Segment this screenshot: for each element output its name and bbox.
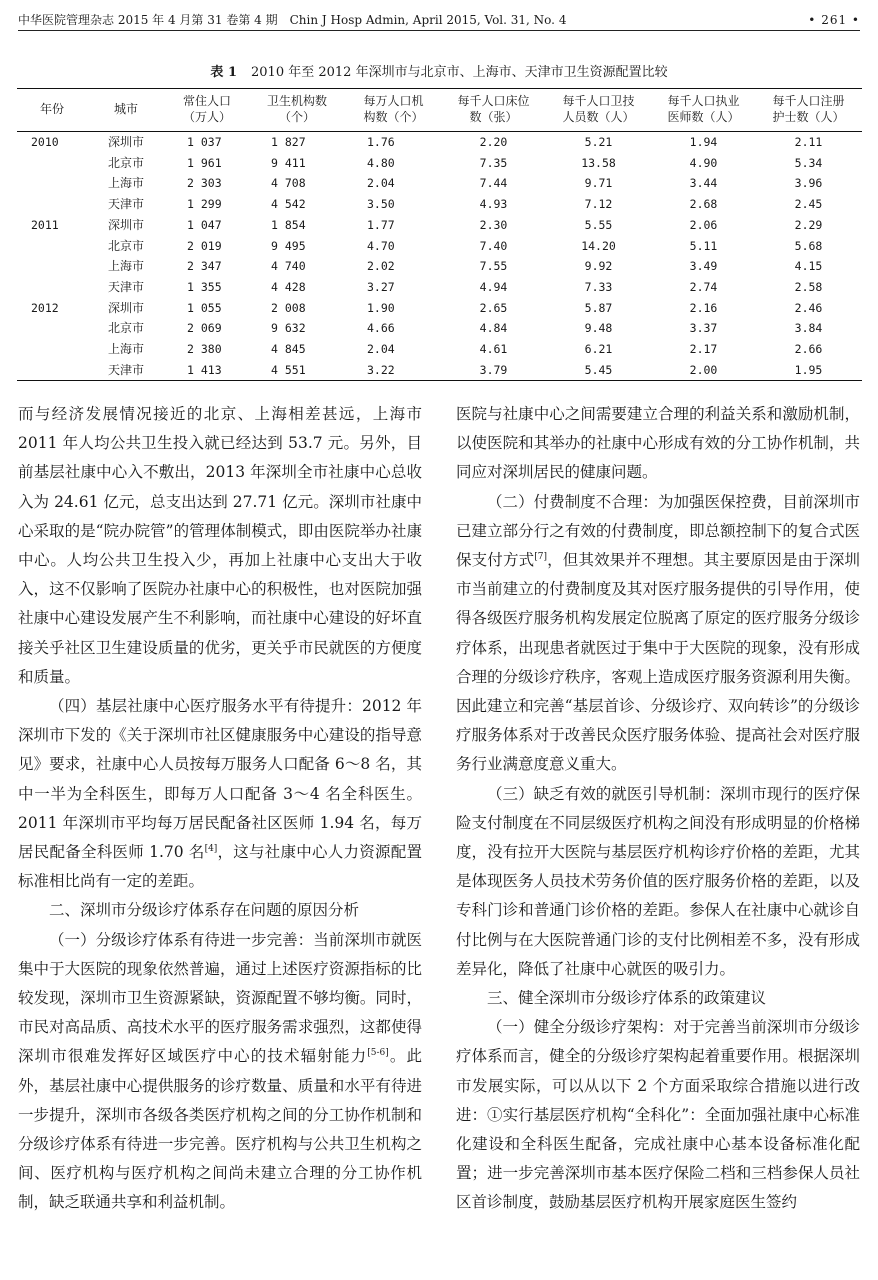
paragraph-text: 医院与社康中心之间需要建立合理的利益关系和激励机制，以使医院和其举办的社康中心形成有效的分工协作机制，共同应对深圳居民的健康问题。	[456, 405, 860, 482]
table-row	[17, 236, 862, 257]
column-header-line: 年份	[39, 102, 64, 116]
cell-nurses: 3.96	[794, 176, 823, 191]
column-header-line: 每千人口床位	[457, 94, 530, 108]
column-header	[17, 89, 87, 132]
cell-tech: 14.20	[581, 238, 616, 253]
paragraph-text: （三）缺乏有效的就医引导机制：深圳市现行的医疗保险支付制度在不同层级医疗机构之间没有形成明显的价格梯度，没有拉开大医院与基层医疗机构诊疗价格的差距，尤其是体现医务人员技术劳务价值的医疗服务价格的差距，以及专科门诊和普通门诊价格的差距。参保人在社康中心就诊自付比例与在大医院普通门诊的支付比例相差不多，没有形成差异化，降低了社康中心就医的吸引力。	[456, 784, 860, 978]
cell-tech: 7.33	[584, 279, 613, 294]
cell-year	[17, 173, 87, 194]
table-row	[17, 153, 862, 174]
cell-doctors: 1.94	[689, 135, 718, 149]
cell-year	[17, 256, 87, 277]
cell-inst_per10k: 3.22	[367, 362, 395, 377]
cell-beds: 4.61	[479, 342, 508, 357]
body-paragraph	[18, 400, 422, 692]
cell-doctors: 2.74	[689, 279, 718, 294]
body-paragraph	[456, 1013, 860, 1217]
cell-nurses: 5.68	[794, 238, 823, 253]
cell-nurses: 2.11	[794, 135, 823, 149]
cell-tech: 9.92	[584, 259, 613, 274]
cell-inst: 2 008	[271, 300, 306, 315]
cell-doctors: 2.00	[689, 362, 718, 377]
citation-ref: [5-6]	[367, 1048, 389, 1059]
cell-city: 天津市	[107, 279, 144, 294]
column-header	[545, 89, 652, 132]
cell-beds: 7.35	[479, 155, 508, 170]
cell-city: 天津市	[107, 197, 144, 212]
cell-beds: 3.79	[479, 362, 508, 377]
cell-nurses: 3.84	[794, 321, 823, 336]
section-heading	[18, 896, 422, 925]
cell-inst_per10k: 1.90	[367, 300, 395, 315]
column-header-line: 卫生机构数	[266, 94, 327, 108]
cell-beds: 7.55	[479, 259, 508, 274]
paragraph-text: （一）健全分级诊疗架构：对于完善当前深圳市分级诊疗体系而言，健全的分级诊疗架构起着重要作用。根据深圳市发展实际，可以从以下 2 个方面采取综合措施以进行改进：①实行基层医疗机构“全科化”：全面加强社康中心标准化建设和全科医生配备，完成社康中心基本设备标准化配置；进一步完善深圳市基本医疗保险二档和三档参保人员社区首诊制度，鼓励基层医疗机构开展家庭医生签约	[456, 1018, 860, 1212]
body-paragraph	[18, 926, 422, 1218]
cell-city: 北京市	[107, 155, 144, 170]
cell-city: 深圳市	[107, 217, 144, 232]
cell-year	[17, 194, 87, 215]
cell-inst_per10k: 2.02	[367, 259, 395, 274]
cell-tech: 5.21	[584, 135, 613, 149]
cell-year	[17, 153, 87, 174]
column-header-line: 每万人口机	[363, 94, 424, 108]
page-number: • 261 •	[808, 13, 860, 27]
column-header	[755, 89, 862, 132]
body-paragraph	[456, 780, 860, 984]
cell-doctors: 2.17	[689, 342, 718, 357]
column-header-line: 每千人口卫技	[562, 94, 635, 108]
cell-year: 2010	[31, 135, 59, 149]
cell-pop: 1 037	[187, 135, 222, 149]
cell-pop: 2 347	[187, 259, 222, 274]
table-row	[17, 132, 862, 153]
cell-city: 北京市	[107, 321, 144, 336]
cell-doctors: 5.11	[689, 238, 718, 253]
cell-inst: 4 551	[271, 362, 306, 377]
cell-beds: 4.94	[479, 279, 508, 294]
cell-pop: 1 299	[187, 197, 222, 212]
cell-doctors: 3.37	[689, 321, 718, 336]
paragraph-text: ，但其效果并不理想。其主要原因是由于深圳市当前建立的付费制度及其对医疗服务提供的引导作用，使得各级医疗服务机构发展定位脱离了原定的医疗服务分级诊疗体系，出现患者就医过于集中于大医院的现象，没有形成合理的分级诊疗秩序，客观上造成医疗服务资源利用失衡。因此建立和完善“基层首诊、分级诊疗、双向转诊”的分级诊疗服务体系对于改善民众医疗服务体验、提高社会对医疗服务行业满意度意义重大。	[456, 551, 860, 774]
cell-inst: 4 708	[271, 176, 306, 191]
column-header	[442, 89, 545, 132]
table-caption	[0, 64, 878, 82]
right-text-column	[456, 400, 860, 1218]
table-caption-text: 2010 年至 2012 年深圳市与北京市、上海市、天津市卫生资源配置比较	[251, 65, 668, 80]
cell-pop: 1 355	[187, 279, 222, 294]
cell-tech: 5.45	[584, 362, 613, 377]
cell-city: 深圳市	[107, 135, 144, 149]
cell-inst: 4 542	[271, 197, 306, 212]
column-header-line: 常住人口	[182, 94, 231, 108]
cell-nurses: 5.34	[794, 155, 823, 170]
table-number: 表 1	[210, 65, 237, 80]
cell-inst: 4 740	[271, 259, 306, 274]
cell-doctors: 4.90	[689, 155, 718, 170]
cell-year: 2011	[31, 217, 59, 232]
cell-doctors: 3.49	[689, 259, 718, 274]
cell-year	[17, 236, 87, 257]
running-header	[18, 10, 860, 31]
citation-ref: [4]	[204, 843, 218, 854]
table-header-row	[17, 89, 862, 132]
cell-city: 上海市	[107, 176, 144, 191]
cell-city: 天津市	[107, 362, 144, 377]
left-text-column	[18, 400, 422, 1218]
cell-nurses: 2.46	[794, 300, 823, 315]
table-row	[17, 339, 862, 360]
cell-year	[17, 339, 87, 360]
table-row	[17, 298, 862, 319]
cell-inst: 4 845	[271, 342, 306, 357]
column-header-line: 数（张）	[469, 110, 518, 124]
cell-inst: 1 854	[271, 217, 306, 232]
cell-tech: 7.12	[584, 197, 613, 212]
paragraph-text: 二、深圳市分级诊疗体系存在问题的原因分析	[49, 901, 360, 920]
column-header	[249, 89, 345, 132]
paragraph-text: （一）分级诊疗体系有待进一步完善：当前深圳市就医集中于大医院的现象依然普遍，通过上述医疗资源指标的比较发现，深圳市卫生资源紧缺，资源配置不够均衡。同时，市民对高品质、高技术水平的医疗服务需求强烈，这都使得深圳市很难发挥好区域医疗中心的技术辐射能力	[18, 930, 422, 1066]
body-paragraph	[456, 400, 860, 488]
paragraph-text: 三、健全深圳市分级诊疗体系的政策建议	[487, 989, 767, 1008]
column-header	[345, 89, 442, 132]
cell-tech: 6.21	[584, 342, 613, 357]
cell-inst: 9 495	[271, 238, 306, 253]
cell-doctors: 3.44	[689, 176, 718, 191]
cell-pop: 1 961	[187, 155, 222, 170]
cell-beds: 2.30	[479, 217, 508, 232]
cell-inst_per10k: 4.70	[367, 238, 395, 253]
table-row	[17, 173, 862, 194]
column-header-line: 每千人口注册	[772, 94, 845, 108]
cell-inst: 1 827	[271, 135, 306, 149]
paragraph-text: （四）基层社康中心医疗服务水平有待提升：2012 年深圳市下发的《关于深圳市社区健康服务中心建设的指导意见》要求，社康中心人员按每万服务人口配备 6～8 名，其中一半为全科医生，即每万人口配备 3～4 名全科医生。2011 年深圳市平均每万居民配备社区医师 1.94 名，每万居民配备全科医师 1.70 名	[18, 697, 422, 862]
table-row	[17, 256, 862, 277]
table-row	[17, 277, 862, 298]
cell-inst_per10k: 4.80	[367, 155, 395, 170]
cell-beds: 7.44	[479, 176, 508, 191]
cell-year: 2012	[31, 300, 59, 315]
table-row	[17, 360, 862, 381]
cell-inst_per10k: 2.04	[367, 342, 395, 357]
cell-city: 上海市	[107, 342, 144, 357]
column-header-line: 人员数（人）	[562, 110, 635, 124]
citation-ref: [7]	[534, 551, 547, 562]
cell-tech: 5.55	[584, 217, 613, 232]
cell-inst_per10k: 3.27	[367, 279, 395, 294]
cell-year	[17, 360, 87, 381]
body-paragraph	[18, 692, 422, 896]
column-header	[87, 89, 165, 132]
journal-info: 中华医院管理杂志 2015 年 4 月第 31 卷第 4 期 Chin J Hosp Admin, April 2015, Vol. 31, No. 4	[18, 13, 567, 27]
cell-pop: 1 413	[187, 362, 222, 377]
paragraph-text: 。此外，基层社康中心提供服务的诊疗数量、质量和水平有待进一步提升，深圳市各级各类医疗机构之间的分工协作机制和分级诊疗体系有待进一步完善。医疗机构与公共卫生机构之间、医疗机构与医疗机构之间尚未建立合理的分工协作机制，缺乏联通共享和利益机制。	[18, 1047, 422, 1212]
column-header-line: 每千人口执业	[667, 94, 740, 108]
cell-beds: 2.20	[479, 135, 508, 149]
cell-beds: 7.40	[479, 238, 508, 253]
column-header-line: 构数（个）	[363, 110, 424, 124]
cell-nurses: 2.29	[794, 217, 823, 232]
column-header-line: （个）	[278, 110, 315, 124]
table-row	[17, 215, 862, 236]
table-row	[17, 318, 862, 339]
cell-pop: 2 069	[187, 321, 222, 336]
cell-city: 上海市	[107, 259, 144, 274]
cell-tech: 9.71	[584, 176, 613, 191]
table-row	[17, 194, 862, 215]
cell-doctors: 2.16	[689, 300, 718, 315]
cell-nurses: 1.95	[794, 362, 823, 377]
paragraph-text: ，这与社康中心人力资源配置标准相比尚有一定的差距。	[18, 843, 422, 891]
cell-inst_per10k: 4.66	[367, 321, 395, 336]
paragraph-text: （二）付费制度不合理：为加强医保控费，目前深圳市已建立部分行之有效的付费制度，即总额控制下的复合式医保支付方式	[456, 492, 860, 570]
column-header-line: 护士数（人）	[772, 110, 845, 124]
cell-beds: 4.84	[479, 321, 508, 336]
cell-year	[17, 318, 87, 339]
cell-city: 北京市	[107, 238, 144, 253]
cell-inst_per10k: 3.50	[367, 197, 395, 212]
cell-inst_per10k: 2.04	[367, 176, 395, 191]
cell-pop: 2 303	[187, 176, 222, 191]
cell-nurses: 2.58	[794, 279, 823, 294]
cell-doctors: 2.06	[689, 217, 718, 232]
resource-comparison-table	[17, 88, 862, 381]
cell-inst: 9 411	[271, 155, 306, 170]
cell-beds: 2.65	[479, 300, 508, 315]
cell-pop: 1 047	[187, 217, 222, 232]
cell-year	[17, 277, 87, 298]
column-header-line: （万人）	[182, 110, 231, 124]
column-header-line: 医师数（人）	[667, 110, 740, 124]
cell-doctors: 2.68	[689, 197, 718, 212]
paragraph-text: 而与经济发展情况接近的北京、上海相差甚远，上海市 2011 年人均公共卫生投入就已经达到 53.7 元。另外，目前基层社康中心入不敷出，2013 年深圳全市社康中心总收入为 24.61 亿元，总支出达到 27.71 亿元。深圳市社康中心采取的是“院办院管”的管理体制模式，即由医院举办社康中心。人均公共卫生投入少，再加上社康中心支出大于收入，这不仅影响了医院办社康中心的积极性，也对医院加强社康中心建设发展产生不利影响，而社康中心建设的好坏直接关乎社区卫生建设质量的优劣，更关乎市民就医的方便度和质量。	[18, 405, 422, 686]
cell-tech: 13.58	[581, 155, 616, 170]
cell-inst: 4 428	[271, 279, 306, 294]
cell-tech: 5.87	[584, 300, 613, 315]
cell-beds: 4.93	[479, 197, 508, 212]
cell-pop: 1 055	[187, 300, 222, 315]
cell-inst: 9 632	[271, 321, 306, 336]
column-header	[652, 89, 755, 132]
cell-inst_per10k: 1.76	[367, 135, 395, 149]
cell-city: 深圳市	[107, 300, 144, 315]
column-header-line: 城市	[113, 102, 138, 116]
body-paragraph	[456, 488, 860, 780]
cell-pop: 2 019	[187, 238, 222, 253]
cell-tech: 9.48	[584, 321, 613, 336]
cell-pop: 2 380	[187, 342, 222, 357]
cell-nurses: 2.66	[794, 342, 823, 357]
cell-nurses: 4.15	[794, 259, 823, 274]
column-header	[165, 89, 249, 132]
cell-inst_per10k: 1.77	[367, 217, 395, 232]
cell-nurses: 2.45	[794, 197, 823, 212]
section-heading	[456, 984, 860, 1013]
